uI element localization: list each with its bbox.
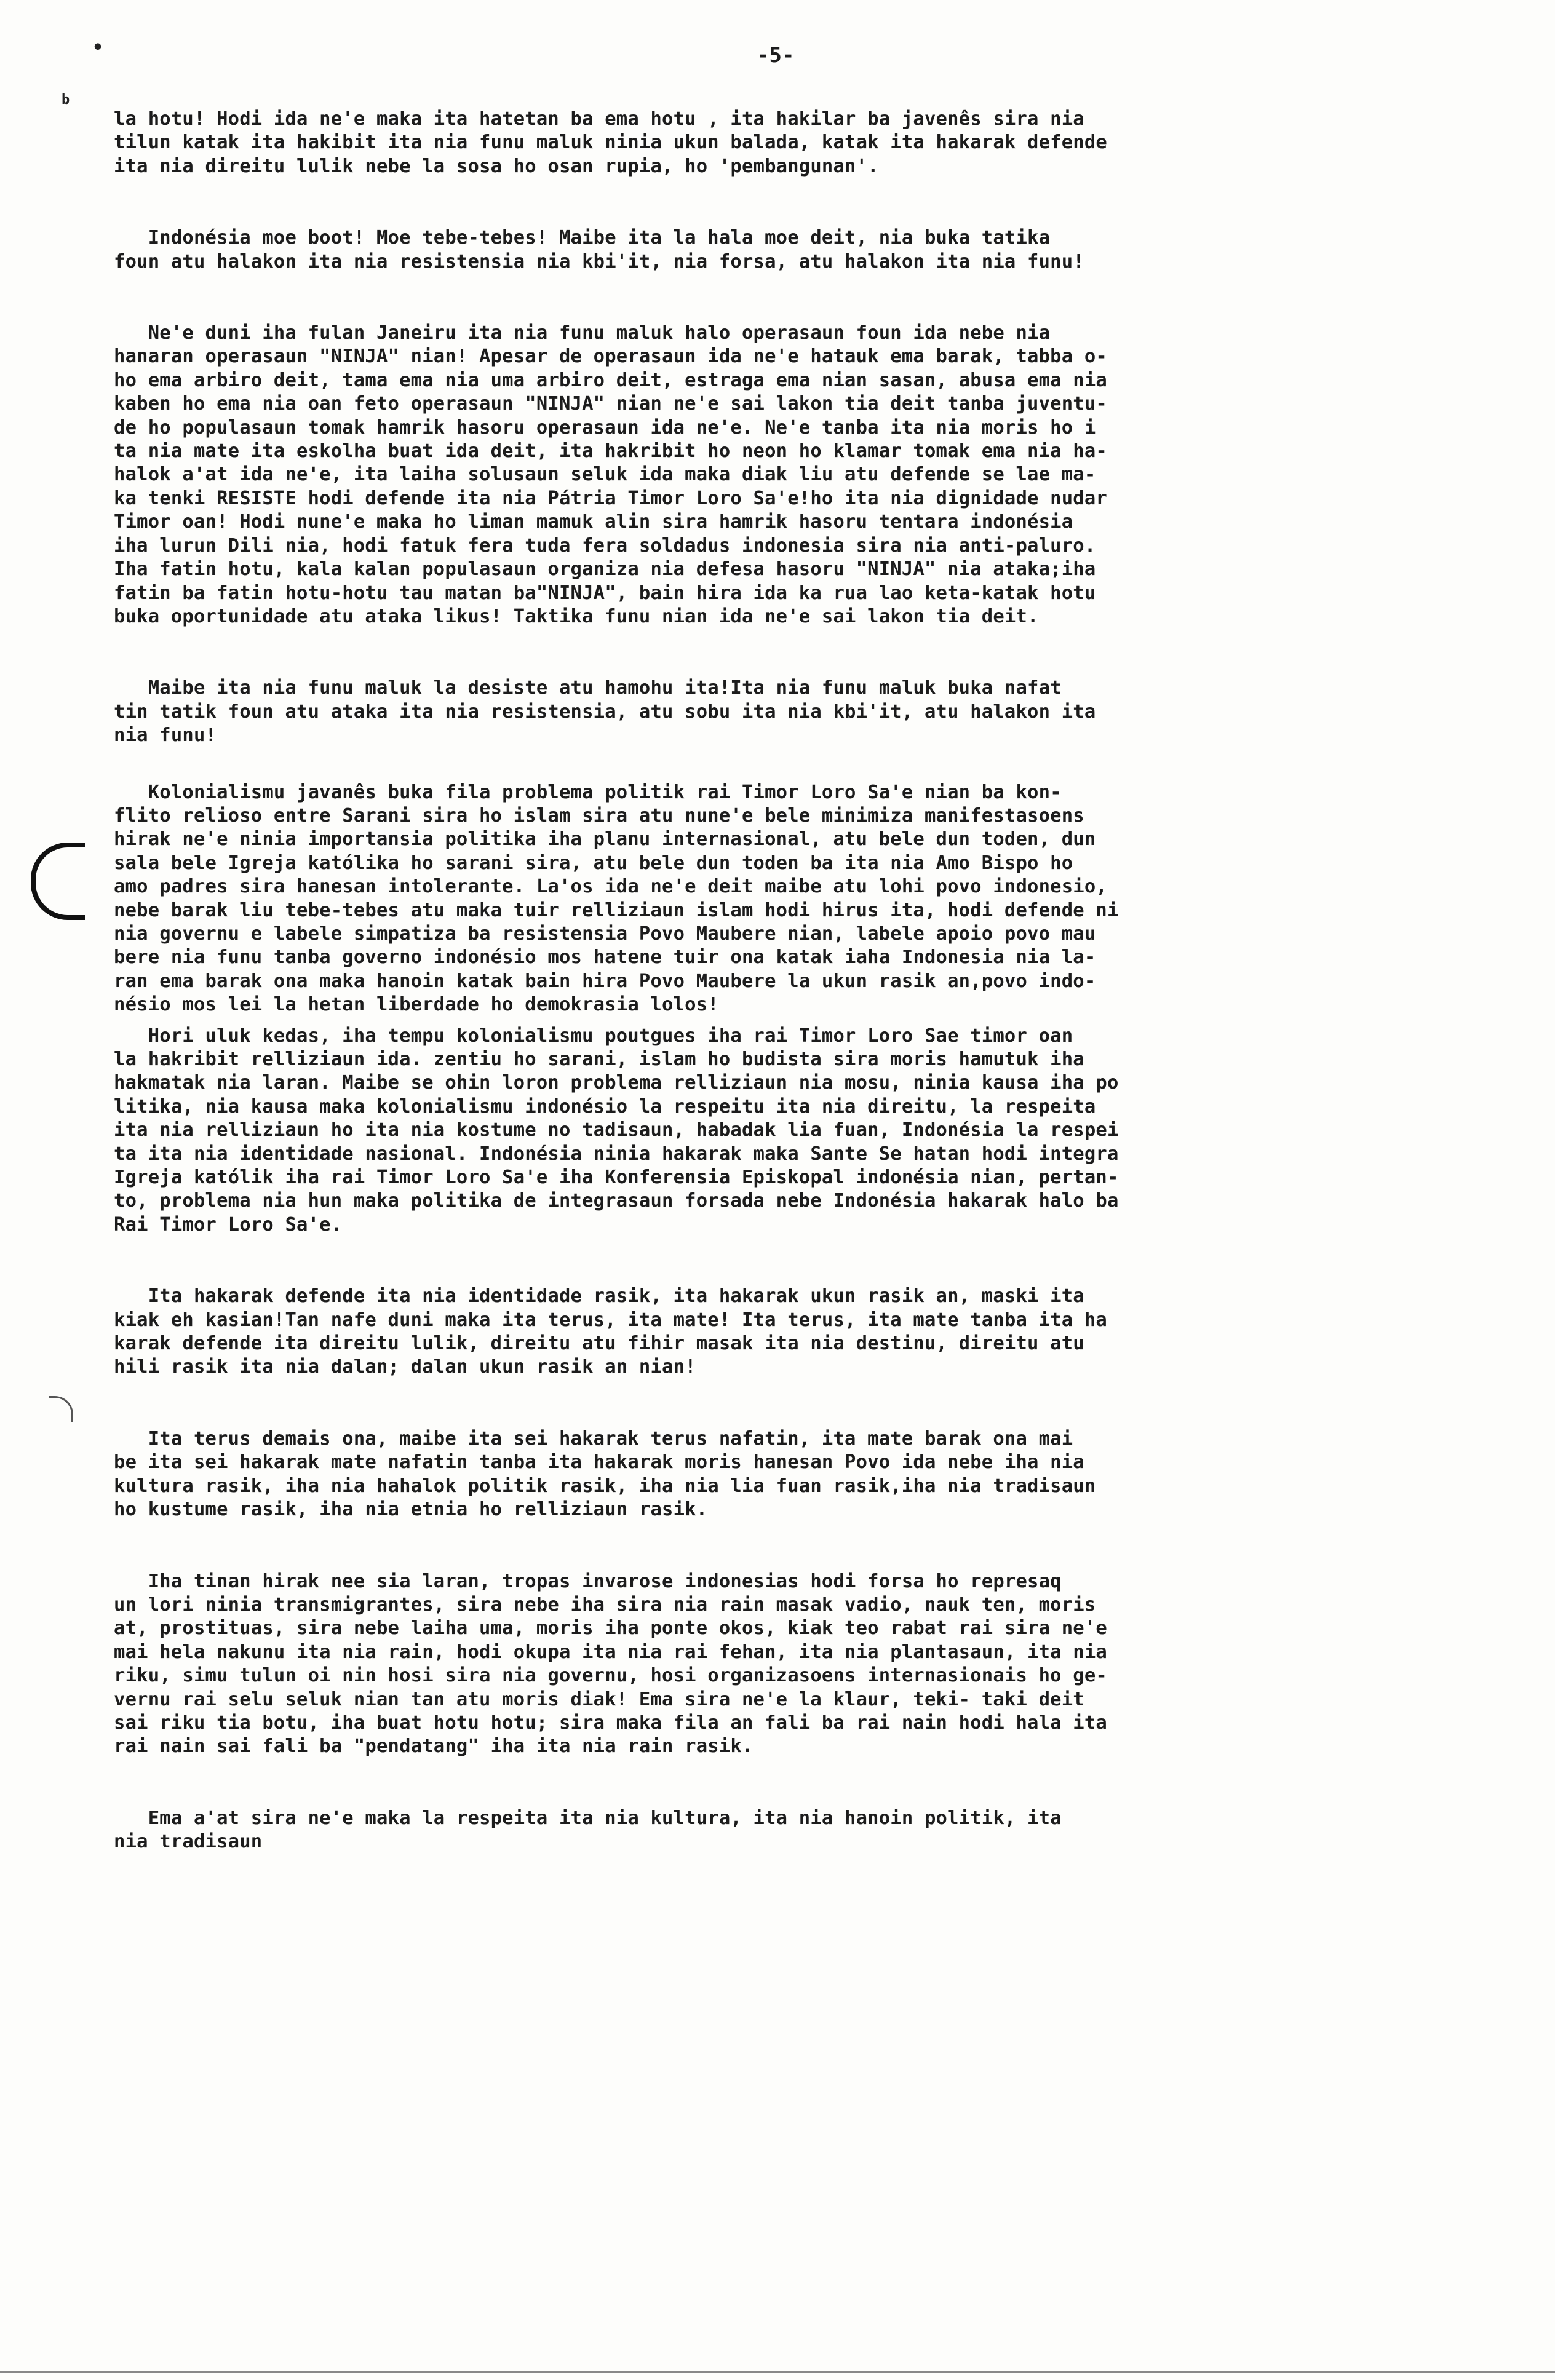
text-line: la hakribit relliziaun ida. zentiu ho sarani, islam ho budista sira moris hamutuk iha (114, 1049, 1084, 1070)
text-line: nia funu! (114, 724, 217, 747)
paragraph-5 (114, 781, 1455, 1017)
binder-curl-mark (31, 843, 85, 920)
text-line: vernu rai selu seluk nian tan atu moris diak! Ema sira ne'e la klaur, teki- taki deit (114, 1688, 1084, 1710)
text-line: litika, nia kausa maka kolonialismu indonésio la respeitu ita nia direitu, la respeita (114, 1095, 1096, 1117)
paragraph-10 (114, 1807, 1455, 1854)
text-line: sala bele Igreja katólika ho sarani sira, atu bele dun toden ba ita nia Amo Bispo ho (114, 852, 1073, 874)
text-line: kaben ho ema nia oan feto operasaun "NINJA" nian ne'e sai lakon tia deit tanba juventu- (114, 393, 1107, 415)
text-line: halok a'at ida ne'e, ita laiha solusaun seluk ida maka diak liu atu defende se lae ma- (114, 464, 1096, 486)
text-line: ka tenki RESISTE hodi defende ita nia Pátria Timor Loro Sa'e!ho ita nia dignidade nudar (114, 487, 1107, 509)
text-line: Rai Timor Loro Sa'e. (114, 1213, 343, 1236)
text-line: at, prostituas, sira nebe laiha uma, moris iha ponte okos, kiak teo rabat rai sira ne'e (114, 1617, 1107, 1640)
text-line: nésio mos lei la hetan liberdade ho demokrasia lolos! (114, 994, 719, 1016)
text-line: ta ita nia identidade nasional. Indonésia ninia hakarak maka Sante Se hatan hodi integra (114, 1143, 1119, 1165)
text-line: un lori ninia transmigrantes, sira nebe iha sira nia rain masak vadio, nauk ten, moris (114, 1593, 1096, 1616)
text-line: Ita terus demais ona, maibe ita sei hakarak terus nafatin, ita mate barak ona mai (114, 1427, 1073, 1450)
text-line: hirak ne'e ninia importansia politika iha planu internasional, atu bele dun toden, dun (114, 828, 1096, 851)
text-line: nia governu e labele simpatiza ba resistensia Povo Maubere nian, labele apoio povo mau (114, 922, 1096, 945)
text-line: ta nia mate ita eskolha buat ida deit, ita hakribit ho neon ho klamar tomak ema nia ha- (114, 440, 1107, 462)
paragraph-2 (114, 226, 1455, 274)
text-line: kiak eh kasian!Tan nafe duni maka ita terus, ita mate! Ita terus, ita mate tanba ita ha (114, 1309, 1107, 1331)
text-line: kultura rasik, iha nia hahalok politik rasik, iha nia lia fuan rasik,iha nia tradisaun (114, 1475, 1096, 1497)
text-line: la hotu! Hodi ida ne'e maka ita hatetan ba ema hotu , ita hakilar ba javenês sira nia (114, 108, 1084, 130)
text-line: ita nia direitu lulik nebe la sosa ho osan rupia, ho 'pembangunan'. (114, 155, 879, 177)
text-line: Ne'e duni iha fulan Janeiru ita nia funu maluk halo operasaun foun ida nebe nia (114, 322, 1051, 344)
page-bottom-edge (0, 2371, 1555, 2373)
text-line: hanaran operasaun "NINJA" nian! Apesar de operasaun ida ne'e hatauk ema barak, tabba o- (114, 346, 1107, 368)
paragraph-8 (114, 1427, 1455, 1522)
text-line: to, problema nia hun maka politika de integrasaun forsada nebe Indonésia hakarak halo ba (114, 1190, 1119, 1212)
paragraph-4 (114, 676, 1455, 747)
text-line: ita nia relliziaun ho ita nia kostume no tadisaun, habadak lia fuan, Indonésia la respei (114, 1119, 1119, 1141)
paragraph-7 (114, 1285, 1455, 1379)
text-line: Igreja katólik iha rai Timor Loro Sa'e iha Konferensia Episkopal indonésia nian, pertan- (114, 1167, 1119, 1189)
text-line: Ema a'at sira ne'e maka la respeita ita nia kultura, ita nia hanoin politik, ita (114, 1807, 1062, 1829)
page-number: -5- (757, 43, 795, 68)
text-line: de ho populasaun tomak hamrik hasoru operasaun ida ne'e. Ne'e tanba ita nia moris ho i (114, 416, 1096, 438)
text-line: Kolonialismu javanês buka fila problema politik rai Timor Loro Sa'e nian ba kon- (114, 781, 1062, 803)
text-line: Timor oan! Hodi nune'e maka ho liman mamuk alin sira hamrik hasoru tentara indonésia (114, 511, 1073, 533)
text-line: ho ema arbiro deit, tama ema nia uma arbiro deit, estraga ema nian sasan, abusa ema nia (114, 369, 1107, 391)
text-line: be ita sei hakarak mate nafatin tanba ita hakarak moris hanesan Povo ida nebe iha nia (114, 1451, 1084, 1474)
text-line: tilun katak ita hakibit ita nia funu maluk ninia ukun balada, katak ita hakarak defende (114, 132, 1107, 154)
text-line: tin tatik foun atu ataka ita nia resistensia, atu sobu ita nia kbi'it, atu halakon ita (114, 700, 1096, 723)
text-line: Ita hakarak defende ita nia identidade rasik, ita hakarak ukun rasik an, maski ita (114, 1285, 1084, 1307)
text-line: nebe barak liu tebe-tebes atu maka tuir relliziaun islam hodi hirus ita, hodi defende ni (114, 899, 1119, 921)
text-line: nia tradisaun (114, 1831, 263, 1853)
paragraph-9 (114, 1570, 1455, 1759)
text-line: riku, simu tulun oi nin hosi sira nia governu, hosi organizasoens internasionais ho ge- (114, 1665, 1107, 1687)
text-line: rai nain sai fali ba "pendatang" iha ita nia rain rasik. (114, 1735, 754, 1758)
document-body (114, 108, 1455, 1854)
text-line: fatin ba fatin hotu-hotu tau matan ba"NINJA", bain hira ida ka rua lao keta-katak hotu (114, 582, 1096, 604)
binder-tick-mark (49, 1396, 73, 1422)
text-line: ran ema barak ona maka hanoin katak bain hira Povo Maubere la ukun rasik an,povo indo- (114, 970, 1096, 992)
text-line: hili rasik ita nia dalan; dalan ukun rasik an nian! (114, 1356, 696, 1378)
text-line: sai riku tia botu, iha buat hotu hotu; sira maka fila an fali ba rai nain hodi hala ita (114, 1712, 1107, 1734)
text-line: iha lurun Dili nia, hodi fatuk fera tuda fera soldadus indonesia sira nia anti-paluro. (114, 534, 1096, 557)
paragraph-3 (114, 322, 1455, 629)
text-line: Hori uluk kedas, iha tempu kolonialismu poutgues iha rai Timor Loro Sae timor oan (114, 1025, 1073, 1047)
margin-mark: b (62, 92, 70, 108)
paragraph-1 (114, 108, 1455, 178)
text-line: buka oportunidade atu ataka likus! Taktika funu nian ida ne'e sai lakon tia deit. (114, 605, 1039, 627)
text-line: Iha fatin hotu, kala kalan populasaun organiza nia defesa hasoru "NINJA" nia ataka;iha (114, 558, 1096, 581)
text-line: hakmatak nia laran. Maibe se ohin loron problema relliziaun nia mosu, ninia kausa iha po (114, 1072, 1119, 1094)
text-line: Maibe ita nia funu maluk la desiste atu hamohu ita!Ita nia funu maluk buka nafat (114, 677, 1062, 699)
text-line: mai hela nakunu ita nia rain, hodi okupa ita nia rai fehan, ita nia plantasaun, ita nia (114, 1641, 1107, 1663)
text-line: flito relioso entre Sarani sira ho islam sira atu nune'e bele minimiza manifestasoens (114, 804, 1084, 827)
paragraph-6 (114, 1025, 1455, 1237)
text-line: foun atu halakon ita nia resistensia nia kbi'it, nia forsa, atu halakon ita nia funu! (114, 250, 1084, 272)
corner-mark: • (92, 37, 104, 58)
text-line: ho kustume rasik, iha nia etnia ho relliziaun rasik. (114, 1499, 708, 1521)
text-line: Iha tinan hirak nee sia laran, tropas invarose indonesias hodi forsa ho represaq (114, 1570, 1062, 1592)
text-line: amo padres sira hanesan intolerante. La'os ida ne'e deit maibe atu lohi povo indonesio, (114, 876, 1107, 898)
text-line: karak defende ita direitu lulik, direitu atu fihir masak ita nia destinu, direitu atu (114, 1333, 1084, 1355)
text-line: bere nia funu tanba governo indonésio mos hatene tuir ona katak iaha Indonesia nia la- (114, 946, 1096, 969)
text-line: Indonésia moe boot! Moe tebe-tebes! Maibe ita la hala moe deit, nia buka tatika (114, 227, 1051, 249)
